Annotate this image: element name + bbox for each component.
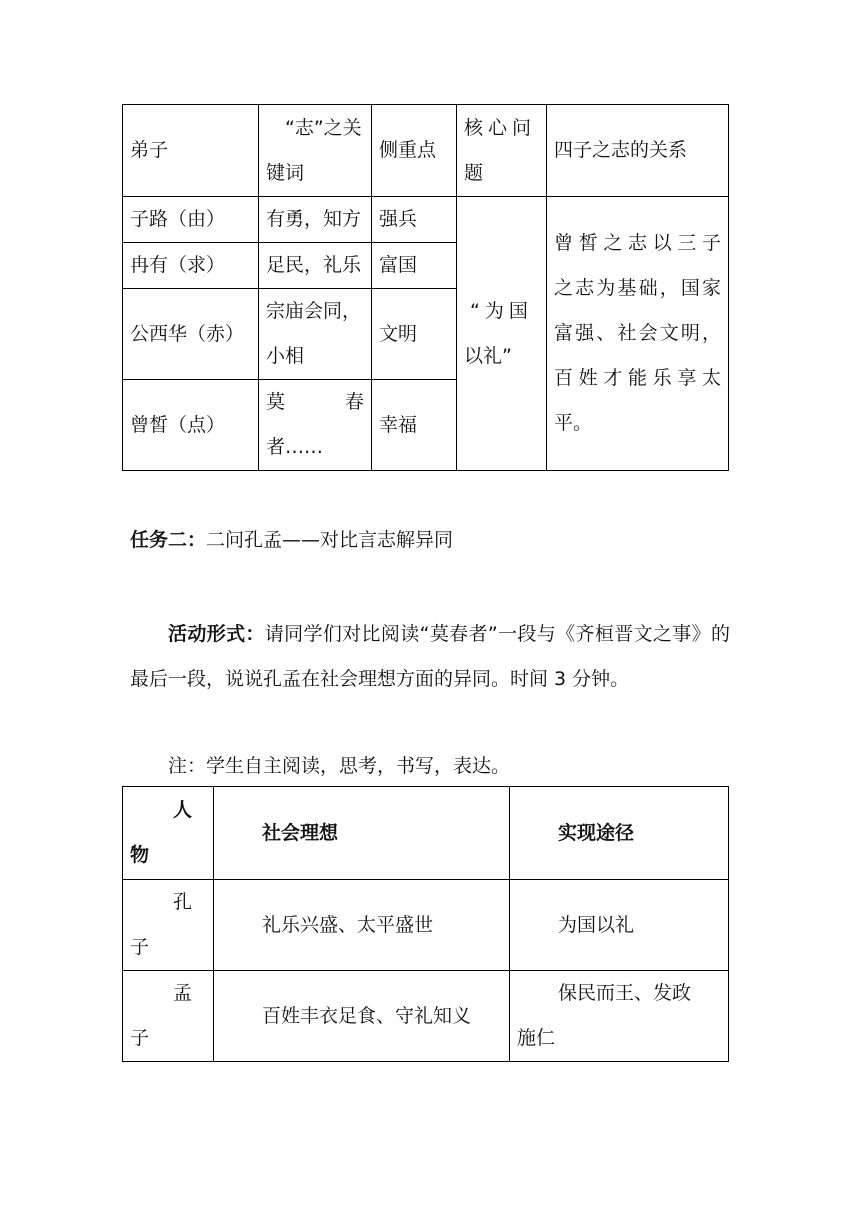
path-cell: 为国以礼 (510, 880, 729, 971)
keyword-line1: 莫 春 (266, 391, 364, 413)
core-line1: “为国 (470, 299, 533, 322)
focus-cell: 幸福 (372, 380, 457, 471)
relation-line: 平。 (554, 412, 593, 434)
header-disciple: 弟子 (123, 105, 259, 197)
task2-title: 二问孔孟——对比言志解异同 (206, 529, 454, 551)
core-issue-cell (457, 197, 547, 471)
person-line2: 子 (130, 936, 150, 958)
table-header-row (123, 105, 729, 197)
person-line2: 子 (130, 1027, 150, 1049)
activity-paragraph (130, 612, 730, 702)
header-ideal: 社会理想 (214, 787, 510, 880)
header-keyword-line2: 键词 (266, 161, 305, 184)
core-line2: 以礼” (464, 344, 512, 367)
focus-cell: 强兵 (372, 197, 457, 243)
activity-label: 活动形式： (168, 623, 265, 645)
keyword-cell: 足民，礼乐 (259, 243, 372, 289)
ideal-cell: 礼乐兴盛、太平盛世 (214, 880, 510, 971)
note-text: 注：学生自主阅读，思考，书写，表达。 (168, 755, 511, 777)
relation-line: 曾皙之志以三子 (554, 232, 721, 254)
relation-line: 之志为基础，国家 (554, 277, 721, 299)
header-person (123, 787, 214, 880)
activity-text: 请同学们对比阅读“莫春者”一段与《齐桓晋文之事》的最后一段，说说孔孟在社会理想方面的异同。时间 3 分钟。 (130, 623, 730, 690)
header-core-line1: 核心问 (464, 116, 537, 139)
keyword-cell: 有勇，知方 (259, 197, 372, 243)
focus-cell: 文明 (372, 289, 457, 380)
header-path: 实现途径 (510, 787, 729, 880)
keyword-line2: 者…… (266, 436, 324, 458)
disciple-cell: 子路（由） (123, 197, 259, 243)
focus-cell: 富国 (372, 243, 457, 289)
ideal-cell: 百姓丰衣足食、守礼知义 (214, 971, 510, 1062)
disciple-cell: 公西华（赤） (123, 289, 259, 380)
header-relation: 四子之志的关系 (547, 105, 729, 197)
disciple-cell: 冉有（求） (123, 243, 259, 289)
keyword-line1: 宗庙会同， (266, 300, 362, 322)
header-focus: 侧重点 (372, 105, 457, 197)
keyword-line2: 小相 (266, 345, 305, 367)
table-row (123, 880, 729, 971)
confucius-mencius-table (122, 786, 729, 1062)
path-line1: 保民而王、发政 (558, 982, 692, 1004)
header-person-line2: 物 (130, 844, 150, 866)
header-keyword-line1: “志”之关 (285, 116, 362, 139)
disciples-aspiration-table (122, 104, 729, 471)
keyword-cell (259, 289, 372, 380)
path-line2: 施仁 (517, 1027, 556, 1049)
table-row (123, 197, 729, 243)
person-line1: 孟 (172, 982, 192, 1004)
table-header-row (123, 787, 729, 880)
table-row (123, 971, 729, 1062)
header-core-line2: 题 (464, 161, 484, 184)
person-line1: 孔 (172, 891, 192, 913)
relation-line: 富强、社会文明， (554, 322, 721, 344)
relation-line: 百姓才能乐享太 (554, 367, 721, 389)
header-keyword (259, 105, 372, 197)
relation-cell (547, 197, 729, 471)
task2-label: 任务二： (130, 529, 207, 551)
task2-heading (130, 522, 453, 558)
keyword-cell (259, 380, 372, 471)
person-cell (123, 971, 214, 1062)
disciple-cell: 曾皙（点） (123, 380, 259, 471)
header-person-line1: 人 (172, 799, 192, 821)
header-core (457, 105, 547, 197)
path-cell (510, 971, 729, 1062)
person-cell (123, 880, 214, 971)
